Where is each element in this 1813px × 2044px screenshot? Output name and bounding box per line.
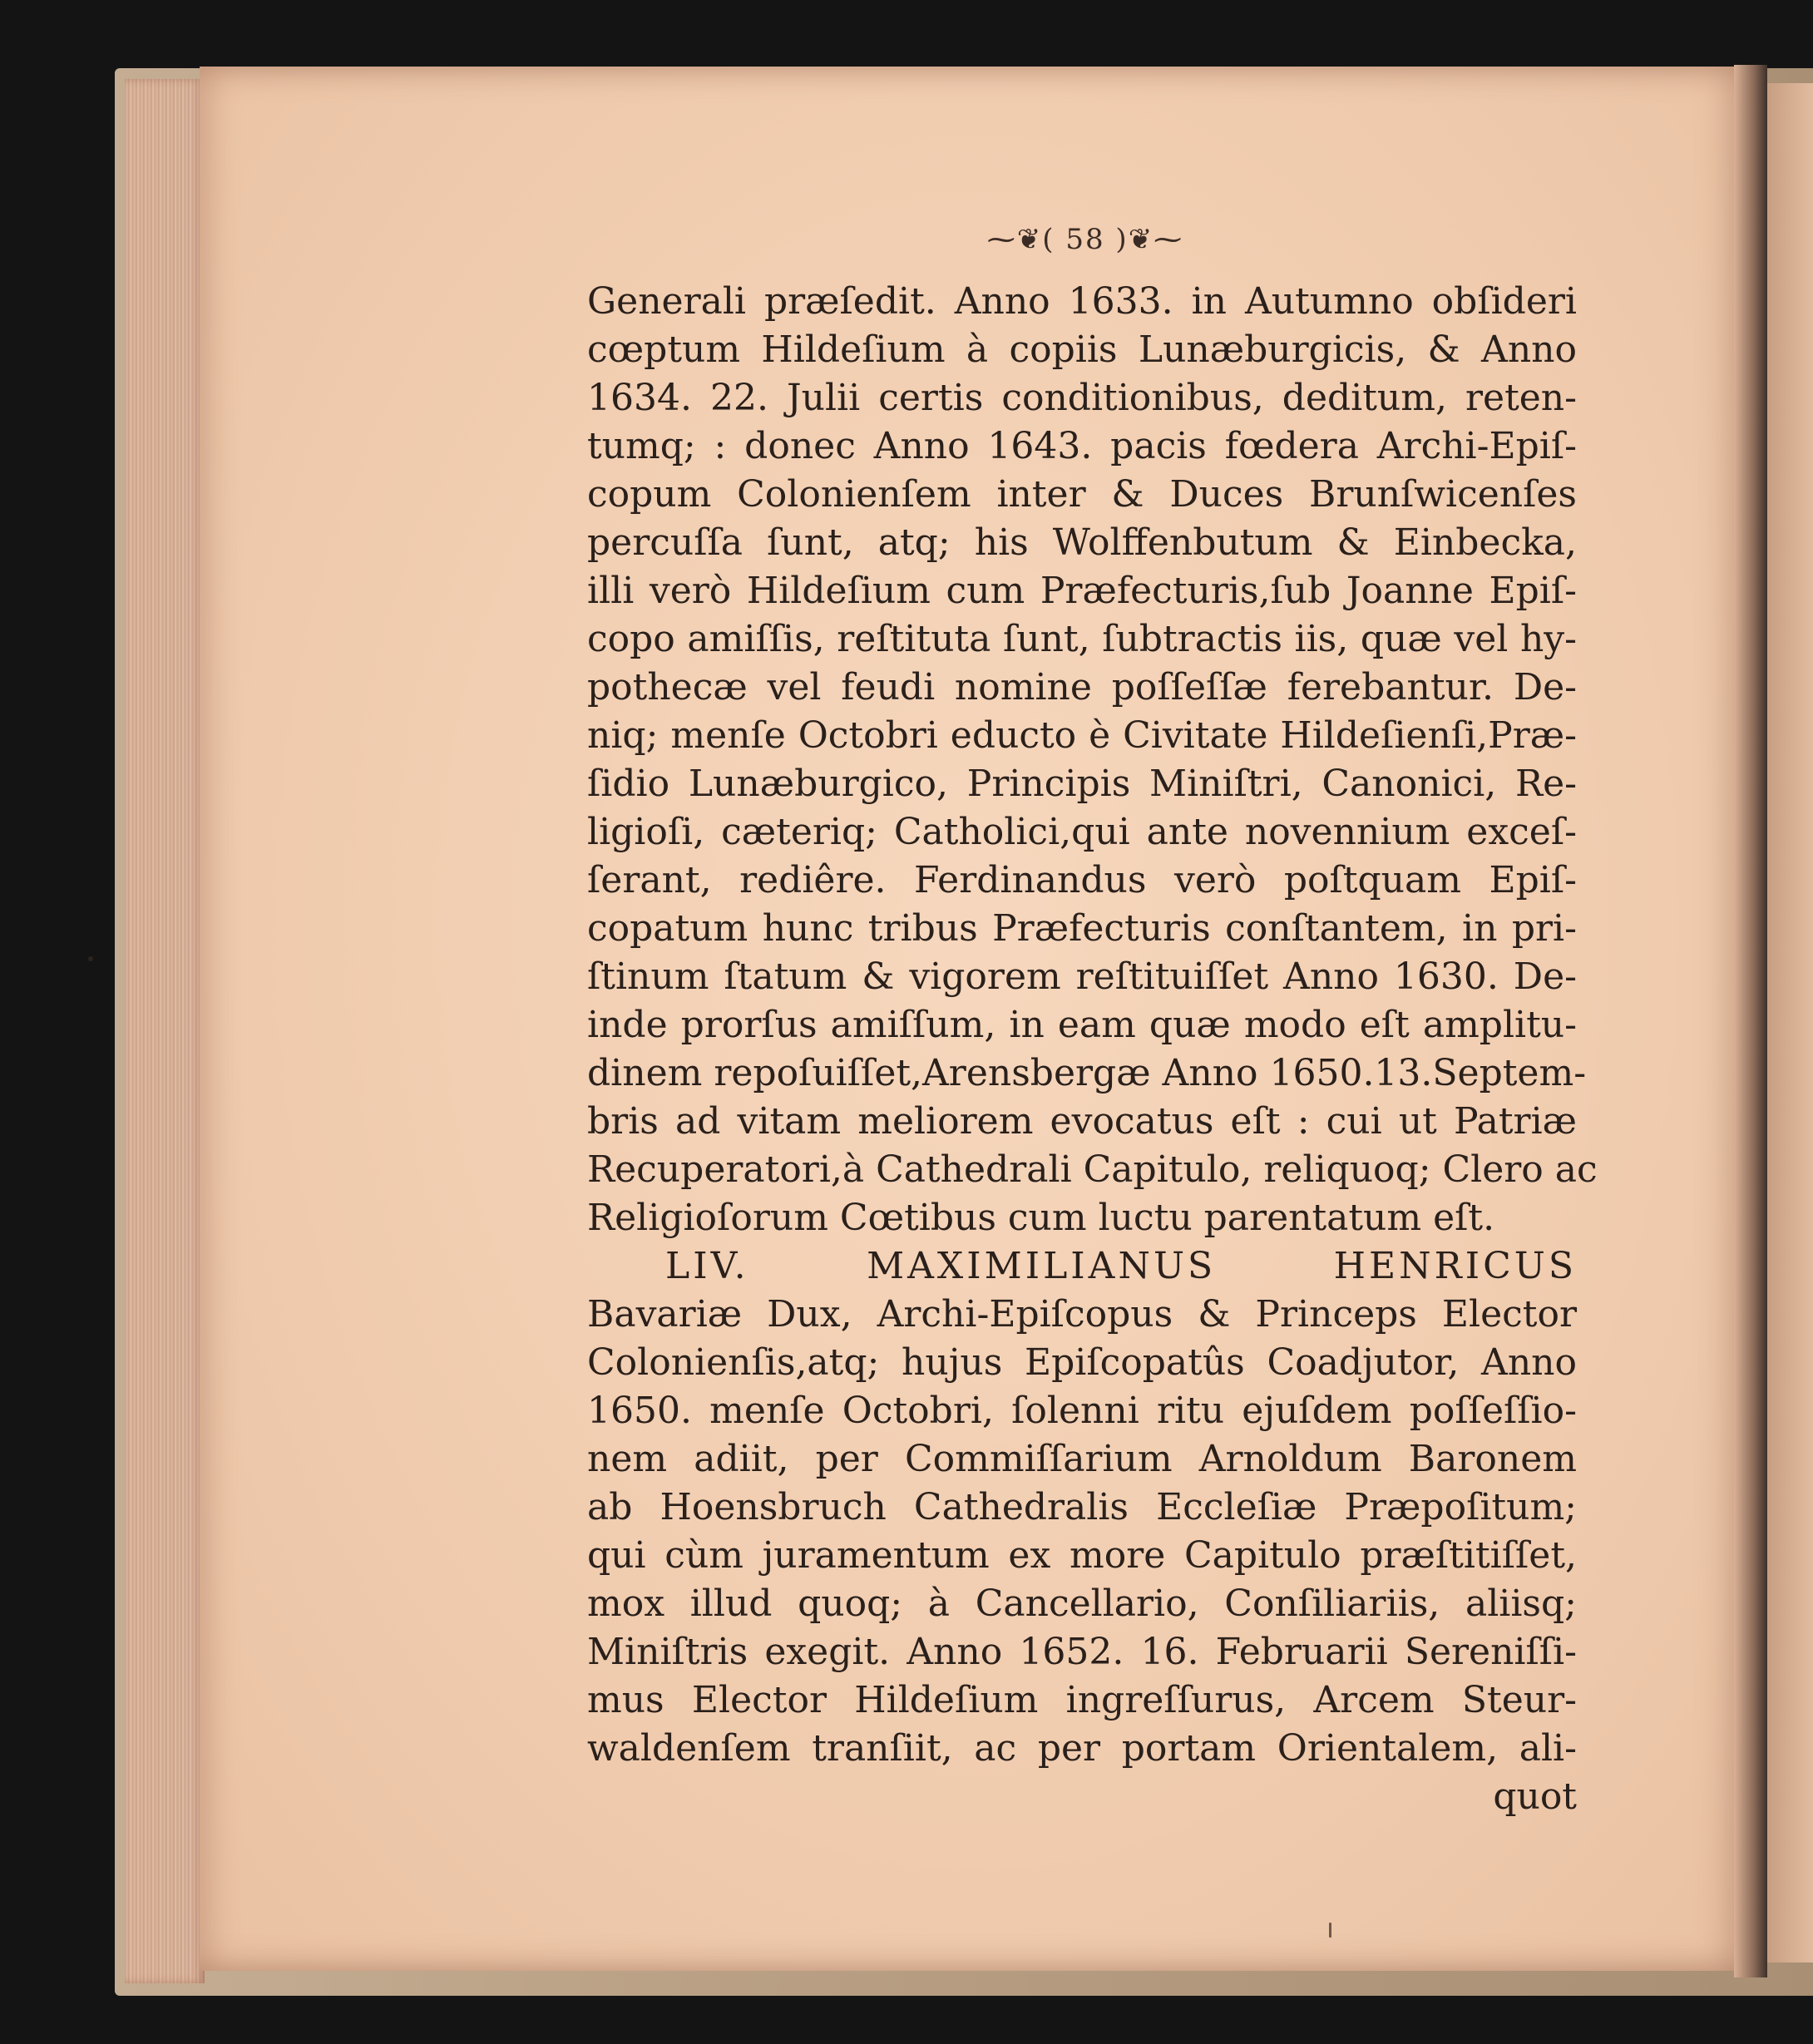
- text-line: ſtinum ſtatum & vigorem reſtituiſſet Anno 1630. De-: [587, 955, 1577, 998]
- paper-mark: [88, 956, 93, 961]
- text-line: pothecæ vel feudi nomine poſſeſſæ ferebantur. De-: [587, 666, 1577, 708]
- text-line: Generali præſedit. Anno 1633. in Autumno obſideri: [587, 280, 1577, 323]
- catchword: quot: [1493, 1775, 1577, 1818]
- paper-mark: [1329, 1923, 1331, 1938]
- text-line: inde prorſus amiſſum, in eam quæ modo eſt amplitu-: [587, 1004, 1577, 1046]
- text-line: Colonienſis,atq; hujus Epiſcopatûs Coadjutor, Anno: [587, 1341, 1577, 1384]
- book-gutter: [1734, 65, 1767, 1977]
- text-line: Miniſtris exegit. Anno 1652. 16. Februarii Sereniſſi-: [587, 1631, 1577, 1673]
- text-line: copum Colonienſem inter & Duces Brunſwicenſes: [587, 473, 1577, 516]
- text-line: waldenſem tranſiit, ac per portam Orientalem, ali-: [587, 1727, 1577, 1770]
- facing-page-edge: [1767, 83, 1813, 1963]
- page-edges: [125, 79, 205, 1983]
- text-line: Bavariæ Dux, Archi-Epiſcopus & Princeps Elector: [587, 1293, 1577, 1336]
- text-line: mox illud quoq; à Cancellario, Conſiliariis, aliisq;: [587, 1582, 1577, 1625]
- text-line: bris ad vitam meliorem evocatus eſt : cui ut Patriæ: [587, 1100, 1577, 1143]
- text-line: dinem repoſuiſſet,Arensbergæ Anno 1650.13.Septem-: [587, 1052, 1587, 1094]
- text-line: copatum hunc tribus Præfecturis conſtantem, in pri-: [587, 907, 1577, 950]
- text-line: mus Elector Hildeſium ingreſſurus, Arcem Steur-: [587, 1679, 1577, 1721]
- text-line: tumq; : donec Anno 1643. pacis fœdera Archi-Epiſ-: [587, 425, 1577, 467]
- text-line: Recuperatori,à Cathedrali Capitulo, reliquoq; Clero ac: [587, 1148, 1598, 1191]
- text-line: niq; menſe Octobri educto è Civitate Hildeſienſi,Præ-: [587, 714, 1577, 757]
- text-line: illi verò Hildeſium cum Præfecturis,ſub Joanne Epiſ-: [587, 570, 1577, 612]
- text-line: copo amiſſis, reſtituta ſunt, ſubtractis iis, quæ vel hy-: [587, 618, 1577, 660]
- text-line: nem adiit, per Commiſſarium Arnoldum Baronem: [587, 1438, 1577, 1480]
- text-line: qui cùm juramentum ex more Capitulo præſtitiſſet,: [587, 1534, 1577, 1577]
- text-line: 1650. menſe Octobri, ſolenni ritu ejuſdem poſſeſſio-: [587, 1390, 1577, 1432]
- text-line: 1634. 22. Julii certis conditionibus, deditum, reten-: [587, 377, 1577, 419]
- text-line: ſidio Lunæburgico, Principis Miniſtri, Canonici, Re-: [587, 763, 1577, 805]
- text-line: cœptum Hildeſium à copiis Lunæburgicis, & Anno: [587, 328, 1577, 371]
- text-line: ligioſi, cæteriq; Catholici,qui ante novennium exceſ-: [587, 811, 1577, 853]
- text-line: ſerant, rediêre. Ferdinandus verò poſtquam Epiſ-: [587, 859, 1577, 901]
- section-heading: LIV. MAXIMILIANUS HENRICUS: [665, 1245, 1577, 1287]
- running-head: ⁓❦( 58 )❦⁓: [986, 223, 1184, 256]
- text-line: percuſſa ſunt, atq; his Wolffenbutum & Einbecka,: [587, 521, 1577, 564]
- text-line: ab Hoensbruch Cathedralis Eccleſiæ Præpoſitum;: [587, 1486, 1577, 1528]
- text-line: Religioſorum Cœtibus cum luctu parentatum eſt.: [587, 1197, 1495, 1239]
